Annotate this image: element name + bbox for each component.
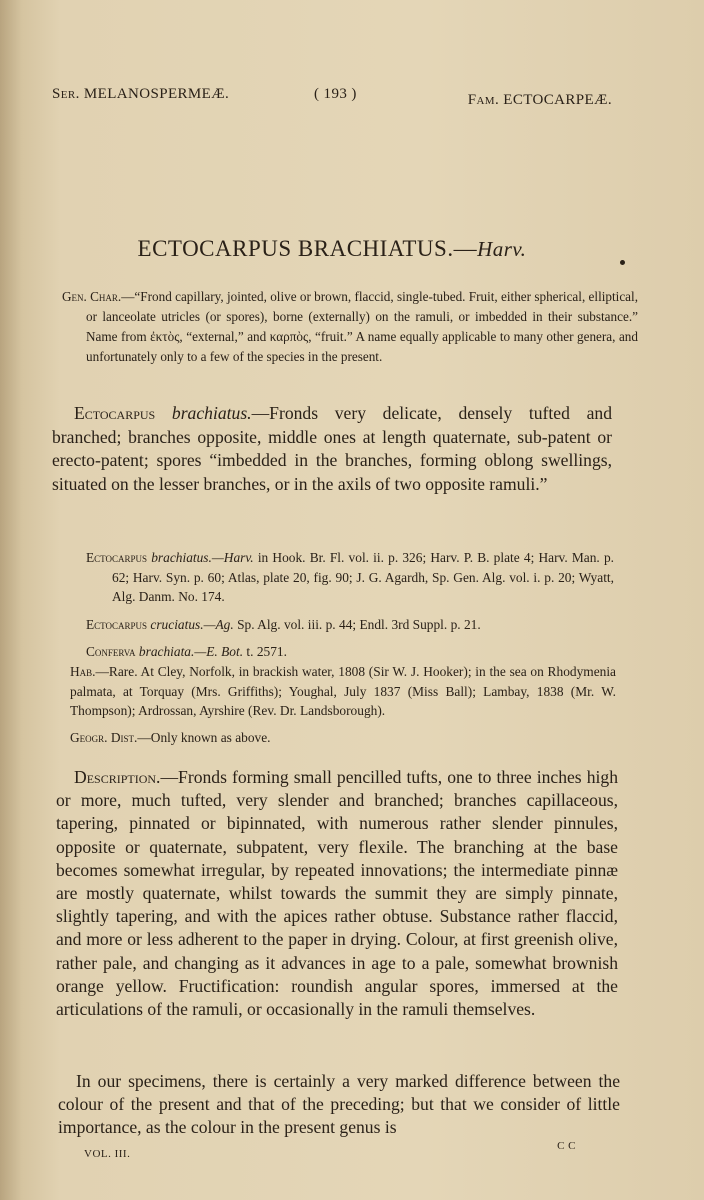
geogr-label: Geogr. Dist. bbox=[70, 730, 138, 745]
species-title bbox=[0, 236, 664, 262]
synonymy-references bbox=[86, 548, 614, 670]
habitat-label: Hab. bbox=[70, 664, 96, 679]
description-label: Description. bbox=[74, 767, 161, 787]
diagnosis-species: brachiatus. bbox=[171, 403, 252, 423]
reference-entry bbox=[86, 548, 614, 607]
species-title-author: Harv. bbox=[477, 237, 527, 261]
header-series: Ser. MELANOSPERMEÆ. bbox=[52, 86, 230, 102]
reference-entry bbox=[86, 642, 614, 662]
running-header bbox=[52, 86, 612, 108]
volume-signature: VOL. III. bbox=[84, 1148, 131, 1160]
header-family: Fam. ECTOCARPEÆ. bbox=[467, 92, 612, 108]
description-text: —Fronds forming small pencilled tufts, one to three inches high or more, much tufted, very slender and branched; branches capillaceous, tapering, pinnated or bipinnated, with numerous rather slender pinnules, opposite or quaternate, subpatent, very flexile. The branching at the base becomes somewhat irregular, by repeated innovations; the intermediate pinnæ are mostly quaternate, whilst towards the summit they are simply pinnate, slightly tapering, and with the apices rather obtuse. Substance rather flaccid, and more or less adherent to the paper in drying. Colour, at first greenish olive, rather pale, and changing as it advances in age to a pale, somewhat brownish orange yellow. Fructification: roundish angular spores, immersed at the articulations of the ramuli, or occasionally in the ramuli themselves. bbox=[56, 767, 618, 1020]
reference-text: t. 2571. bbox=[243, 644, 287, 659]
genus-character-text: —“Frond capillary, jointed, olive or brown, flaccid, single-tubed. Fruit, either spherical, elliptical, or lanceolate utricles (or spores), borne (externally) on the ramuli, or imbedded in their substance.” Name from ἐκτὸς, “external,” and καρπὸς, “fruit.” A name equally applicable to many other genera, and unfortunately only to a few of the species in the present. bbox=[86, 289, 638, 364]
diagnosis-text: —Fronds very delicate, densely tufted and branched; branches opposite, middle ones at length quaternate, sub-patent or erecto-patent; spores “imbedded in the branches, forming oblong swellings, situated on the lesser branches, or in the axils of two opposite ramuli.” bbox=[52, 403, 612, 494]
genus-character-label: Gen. Char. bbox=[62, 289, 122, 304]
habitat-text: —Rare. At Cley, Norfolk, in brackish water, 1808 (Sir W. J. Hooker); in the sea on Rhodymenia palmata, at Torquay (Mrs. Griffiths); Youghal, July 1837 (Miss Ball); Lambay, 1838 (Mr. W. Thompson); Ardrossan, Ayrshire (Rev. Dr. Landsborough). bbox=[70, 664, 616, 718]
page-number: ( 193 ) bbox=[314, 86, 357, 102]
reference-genus: Ectocarpus bbox=[86, 550, 148, 565]
geographic-distribution bbox=[70, 728, 610, 748]
gathering-signature: C C bbox=[557, 1140, 576, 1152]
reference-genus: Conferva bbox=[86, 644, 136, 659]
genus-character bbox=[62, 287, 638, 367]
page-footer bbox=[84, 1140, 576, 1166]
ink-spot bbox=[620, 260, 625, 265]
species-diagnosis bbox=[52, 402, 612, 496]
body-paragraph: In our specimens, there is certainly a very marked difference between the colour of the present and that of the preceding; but that we consider of little importance, as the colour in the present genus is bbox=[58, 1071, 620, 1138]
reference-species: brachiata.—E. Bot. bbox=[138, 644, 244, 659]
reference-genus: Ectocarpus bbox=[86, 616, 148, 632]
species-title-main: ECTOCARPUS BRACHIATUS.— bbox=[137, 236, 478, 261]
reference-species: brachiatus.—Harv. bbox=[151, 550, 254, 565]
habitat bbox=[70, 662, 616, 721]
reference-text: Sp. Alg. vol. iii. p. 44; Endl. 3rd Suppl. p. 21. bbox=[233, 616, 481, 632]
reference-entry bbox=[86, 615, 614, 635]
reference-text: in Hook. Br. Fl. vol. ii. p. 326; Harv. P. B. plate 4; Harv. Man. p. 62; Harv. Syn. p. 60; Atlas, plate 20, fig. 90; J. G. Agardh, Sp. Gen. Alg. vol. i. p. 20; Wyatt, Alg. Danm. No. 174. bbox=[112, 550, 614, 604]
geogr-text: —Only known as above. bbox=[137, 730, 271, 745]
reference-species: cruciatus.—Ag. bbox=[150, 616, 234, 632]
diagnosis-genus: Ectocarpus bbox=[74, 403, 156, 423]
description-paragraph bbox=[56, 766, 618, 1021]
